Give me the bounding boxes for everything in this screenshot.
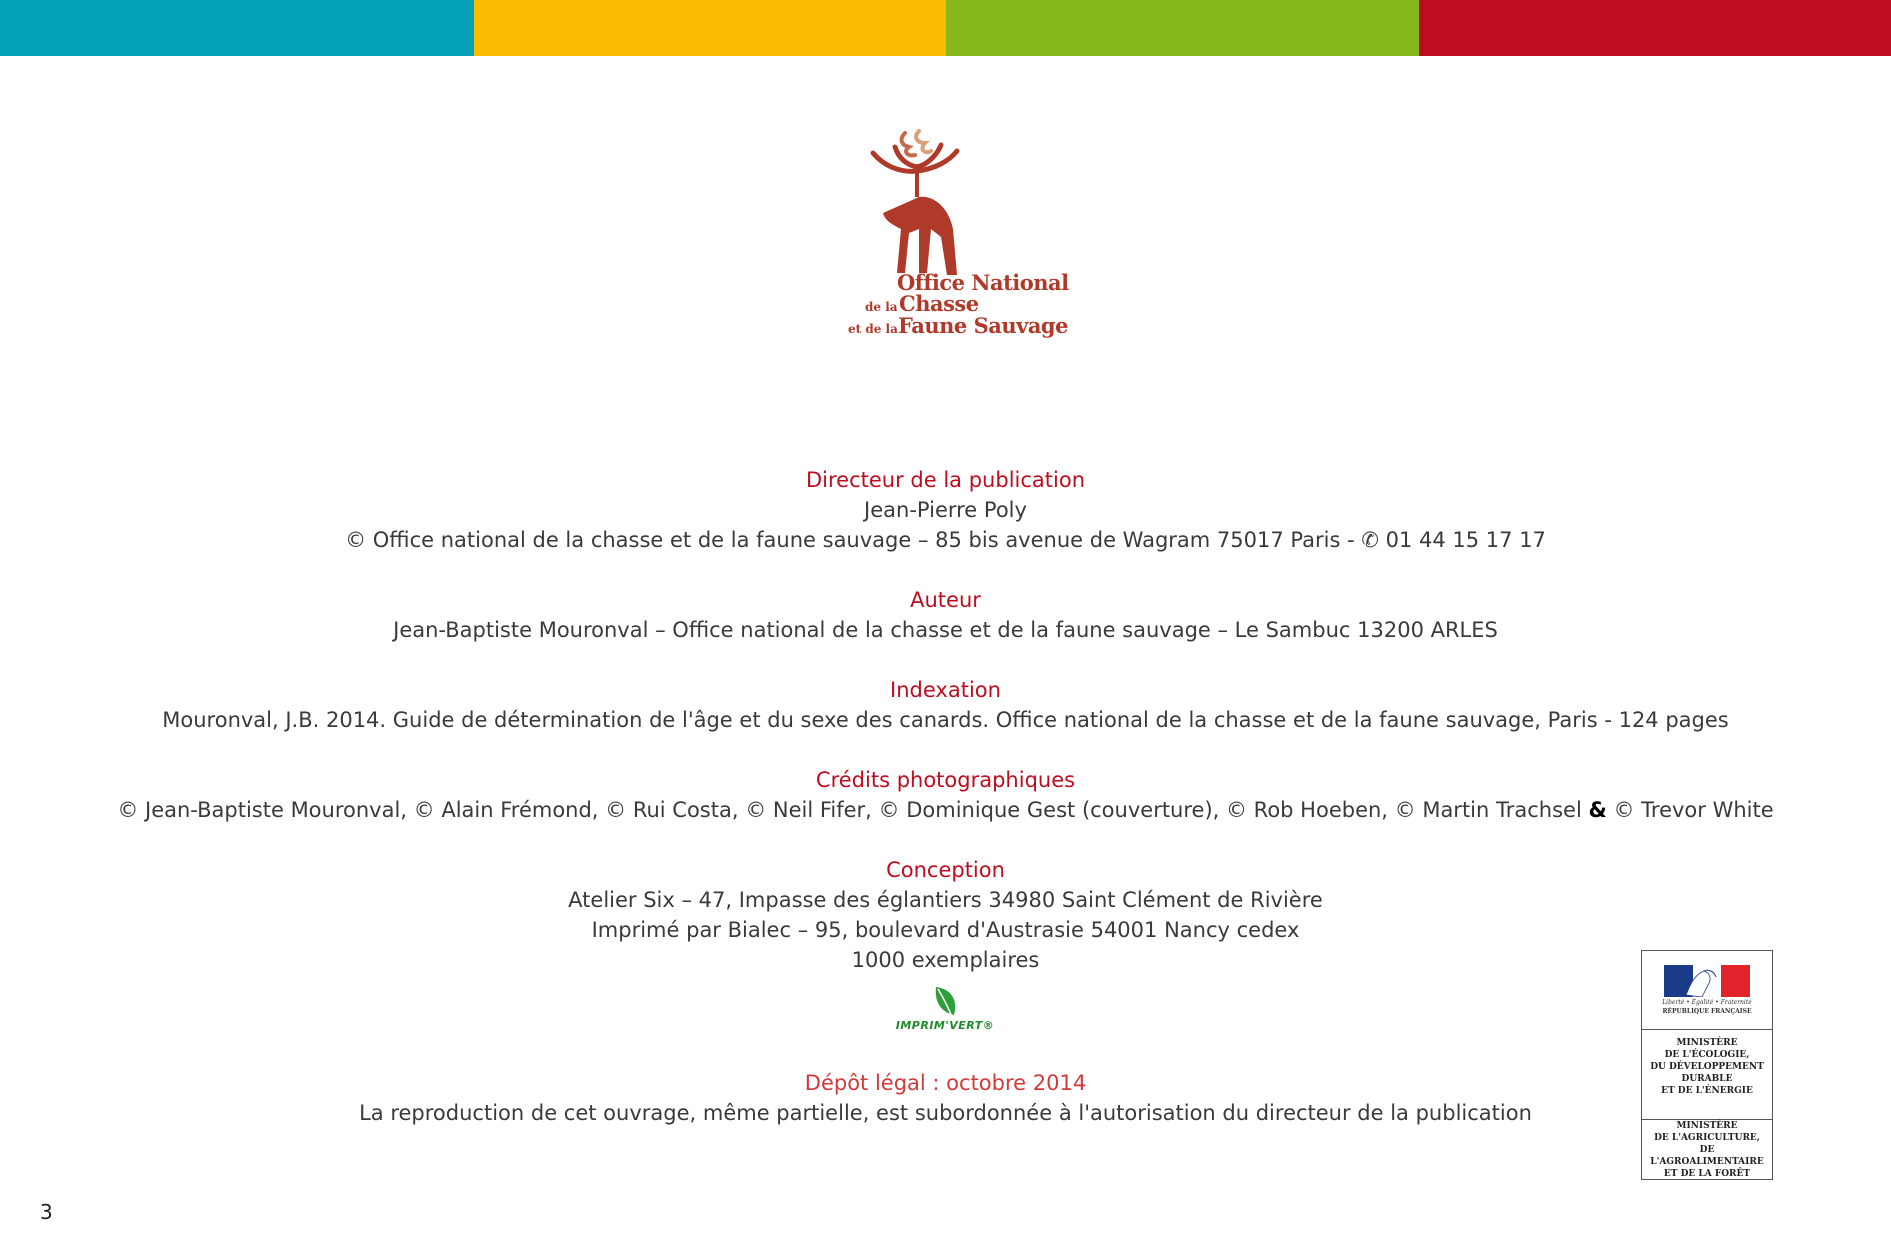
photo-credits-list: © Jean-Baptiste Mouronval, © Alain Frémond, © Rui Costa, © Neil Fifer, © Dominique Gest (couverture), © Rob Hoeben, © Martin Trachsel	[117, 798, 1582, 822]
republique-francaise-section	[1642, 951, 1772, 1030]
ministry-ecology-line: DURABLE	[1681, 1074, 1733, 1084]
ministry-agriculture-line: MINISTÈRE	[1676, 1121, 1738, 1131]
author-section	[0, 585, 1891, 645]
logo-line-et-de-la: et de la	[848, 322, 898, 336]
conception-heading: Conception	[886, 858, 1005, 882]
credits-block	[0, 465, 1891, 1005]
conception-line-1: Atelier Six – 47, Impasse des églantiers 34980 Saint Clément de Rivière	[568, 888, 1323, 912]
director-heading: Directeur de la publication	[806, 468, 1085, 492]
ministry-agriculture-line: DE L'AGROALIMENTAIRE	[1650, 1145, 1764, 1167]
color-band-green	[946, 0, 1419, 56]
ministry-ecology-line: ET DE L'ÉNERGIE	[1661, 1086, 1753, 1096]
indexation-text: Mouronval, J.B. 2014. Guide de détermination de l'âge et du sexe des canards. Office national de la chasse et de la faune sauvage, Paris - 124 pages	[162, 708, 1729, 732]
director-section	[0, 465, 1891, 555]
indexation-heading: Indexation	[890, 678, 1001, 702]
color-band-teal	[0, 0, 474, 56]
ministry-ecology-line: DE L'ÉCOLOGIE,	[1664, 1050, 1750, 1060]
stag-flame-icon	[865, 125, 985, 275]
republic-name: RÉPUBLIQUE FRANÇAISE	[1662, 1008, 1752, 1015]
ministry-logo-box	[1641, 950, 1773, 1180]
marianne-flag-icon	[1664, 965, 1750, 997]
republic-motto: Liberté • Égalité • Fraternité	[1662, 999, 1752, 1006]
ampersand: &	[1588, 798, 1607, 822]
author-heading: Auteur	[910, 588, 981, 612]
ministry-agriculture-line: ET DE LA FORÊT	[1663, 1169, 1751, 1179]
conception-line-3: 1000 exemplaires	[851, 948, 1040, 972]
color-band-yellow	[474, 0, 946, 56]
ministry-ecology-line: DU DÉVELOPPEMENT	[1650, 1062, 1764, 1072]
logo-line-faune-sauvage: Faune Sauvage	[898, 313, 1068, 338]
ministry-agriculture-line: DE L'AGRICULTURE,	[1654, 1133, 1760, 1143]
imprimvert-logo	[890, 985, 1000, 1035]
ministry-ecology-line: MINISTÈRE	[1676, 1038, 1738, 1048]
reproduction-notice: La reproduction de cet ouvrage, même partielle, est subordonnée à l'autorisation du directeur de la publication	[359, 1101, 1532, 1125]
logo-line-de-la: de la	[865, 300, 898, 314]
logo-line-chasse: Chasse	[899, 291, 979, 316]
legal-deposit-heading: Dépôt légal : octobre 2014	[804, 1071, 1087, 1095]
conception-section	[0, 855, 1891, 975]
oncfs-logo	[840, 125, 1069, 345]
director-name: Jean-Pierre Poly	[864, 498, 1027, 522]
photo-credits-last: © Trevor White	[1613, 798, 1774, 822]
ministry-ecology	[1642, 1029, 1772, 1120]
photo-credits-section	[0, 765, 1891, 825]
imprimvert-label: IMPRIM'VERT®	[895, 1019, 995, 1032]
author-text: Jean-Baptiste Mouronval – Office national de la chasse et de la faune sauvage – Le Sambuc 13200 ARLES	[393, 618, 1498, 642]
photo-credits-heading: Crédits photographiques	[815, 768, 1076, 792]
legal-deposit-block	[0, 1068, 1891, 1128]
conception-line-2: Imprimé par Bialec – 95, boulevard d'Austrasie 54001 Nancy cedex	[591, 918, 1300, 942]
photo-credits-text	[0, 795, 1891, 825]
ministry-agriculture	[1642, 1112, 1772, 1187]
indexation-section	[0, 675, 1891, 735]
logo-line-office-national: Office National	[897, 270, 1069, 295]
director-address: © Office national de la chasse et de la faune sauvage – 85 bis avenue de Wagram 75017 Paris - ✆ 01 44 15 17 17	[345, 528, 1546, 552]
leaf-icon	[930, 985, 960, 1019]
color-band-red	[1419, 0, 1891, 56]
page-number: 3	[40, 1200, 53, 1224]
